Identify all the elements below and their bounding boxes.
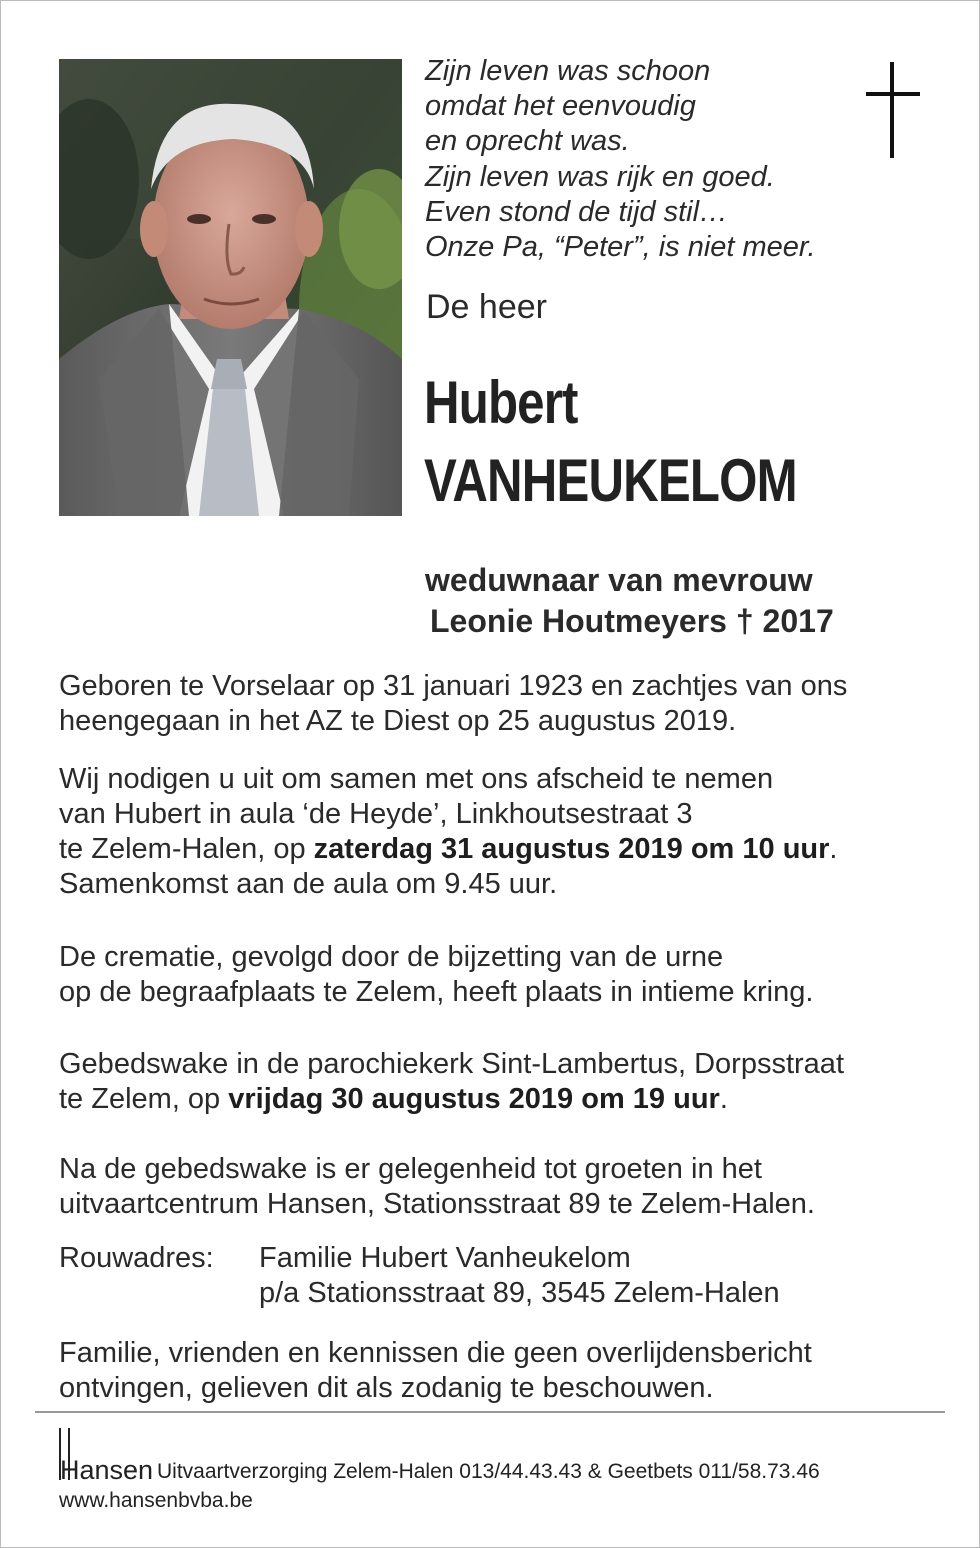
- farewell-line-4: Samenkomst aan de aula om 9.45 uur.: [59, 868, 558, 900]
- birth-paragraph: [59, 669, 847, 739]
- farewell-line-2: van Hubert in aula ‘de Heyde’, Linkhoutsestraat 3: [59, 798, 693, 830]
- mourning-address: [59, 1241, 859, 1313]
- first-name: Hubert: [424, 369, 578, 436]
- notice-line-2: ontvingen, gelieven dit als zodanig te beschouwen.: [59, 1372, 714, 1404]
- greeting-line-1: Na de gebedswake is er gelegenheid tot groeten in het: [59, 1153, 762, 1185]
- farewell-line-3: [59, 832, 837, 867]
- poem-line: Onze Pa, “Peter”, is niet meer.: [425, 231, 816, 264]
- website-link[interactable]: www.hansenbvba.be: [59, 1489, 253, 1512]
- logo-text: Hansen: [60, 1455, 154, 1485]
- vigil-date: vrijdag 30 augustus 2019 om 19 uur: [228, 1083, 720, 1115]
- poem-line: omdat het eenvoudig: [425, 90, 696, 123]
- vigil-paragraph: [59, 1047, 844, 1117]
- cross-icon: [862, 60, 922, 160]
- farewell-paragraph: [59, 762, 837, 902]
- poem-line: Zijn leven was schoon: [425, 55, 711, 87]
- poem-line: en oprecht was.: [425, 125, 630, 158]
- vigil-line-1: Gebedswake in de parochiekerk Sint-Lambertus, Dorpsstraat: [59, 1048, 844, 1080]
- portrait-photo: [59, 59, 402, 516]
- notice-line-1: Familie, vrienden en kennissen die geen overlijdensbericht: [59, 1337, 812, 1369]
- birth-line-1: Geboren te Vorselaar op 31 januari 1923 en zachtjes van ons: [59, 670, 848, 702]
- poem-line: Zijn leven was rijk en goed.: [425, 160, 775, 193]
- birth-line-2: heengegaan in het AZ te Diest op 25 augustus 2019.: [59, 705, 737, 737]
- greeting-line-2: uitvaartcentrum Hansen, Stationsstraat 89 te Zelem-Halen.: [59, 1188, 815, 1220]
- mourning-address-line-2: p/a Stationsstraat 89, 3545 Zelem-Halen: [259, 1277, 780, 1309]
- funeral-service-contact: Uitvaartverzorging Zelem-Halen 013/44.43.43 & Geetbets 011/58.73.46: [157, 1460, 820, 1483]
- farewell-line-1: Wij nodigen u uit om samen met ons afscheid te nemen: [59, 763, 774, 795]
- cremation-line-1: De crematie, gevolgd door de bijzetting van de urne: [59, 941, 724, 973]
- honorific-title: De heer: [426, 288, 547, 326]
- farewell-prefix: te Zelem-Halen, op: [59, 833, 314, 865]
- mourning-address-label: Rouwadres:: [59, 1242, 214, 1274]
- cremation-paragraph: [59, 940, 813, 1010]
- vigil-suffix: .: [719, 1083, 728, 1115]
- last-name: VANHEUKELOM: [424, 447, 797, 514]
- poem: [425, 54, 865, 265]
- poem-line: Even stond de tijd stil…: [425, 195, 729, 228]
- footer-divider: [35, 1411, 945, 1413]
- vigil-line-2: [59, 1082, 844, 1117]
- greeting-paragraph: [59, 1152, 815, 1222]
- cremation-line-2: op de begraafplaats te Zelem, heeft plaats in intieme kring.: [59, 976, 814, 1008]
- mourning-address-lines: [259, 1241, 780, 1311]
- mourning-address-line-1: Familie Hubert Vanheukelom: [259, 1242, 631, 1274]
- farewell-suffix: .: [829, 833, 838, 865]
- farewell-date: zaterdag 31 augustus 2019 om 10 uur: [313, 833, 830, 865]
- notice-paragraph: [59, 1336, 812, 1406]
- vigil-prefix: te Zelem, op: [59, 1083, 229, 1115]
- widower-line: weduwnaar van mevrouw: [425, 562, 813, 598]
- spouse-line: Leonie Houtmeyers † 2017: [430, 603, 834, 639]
